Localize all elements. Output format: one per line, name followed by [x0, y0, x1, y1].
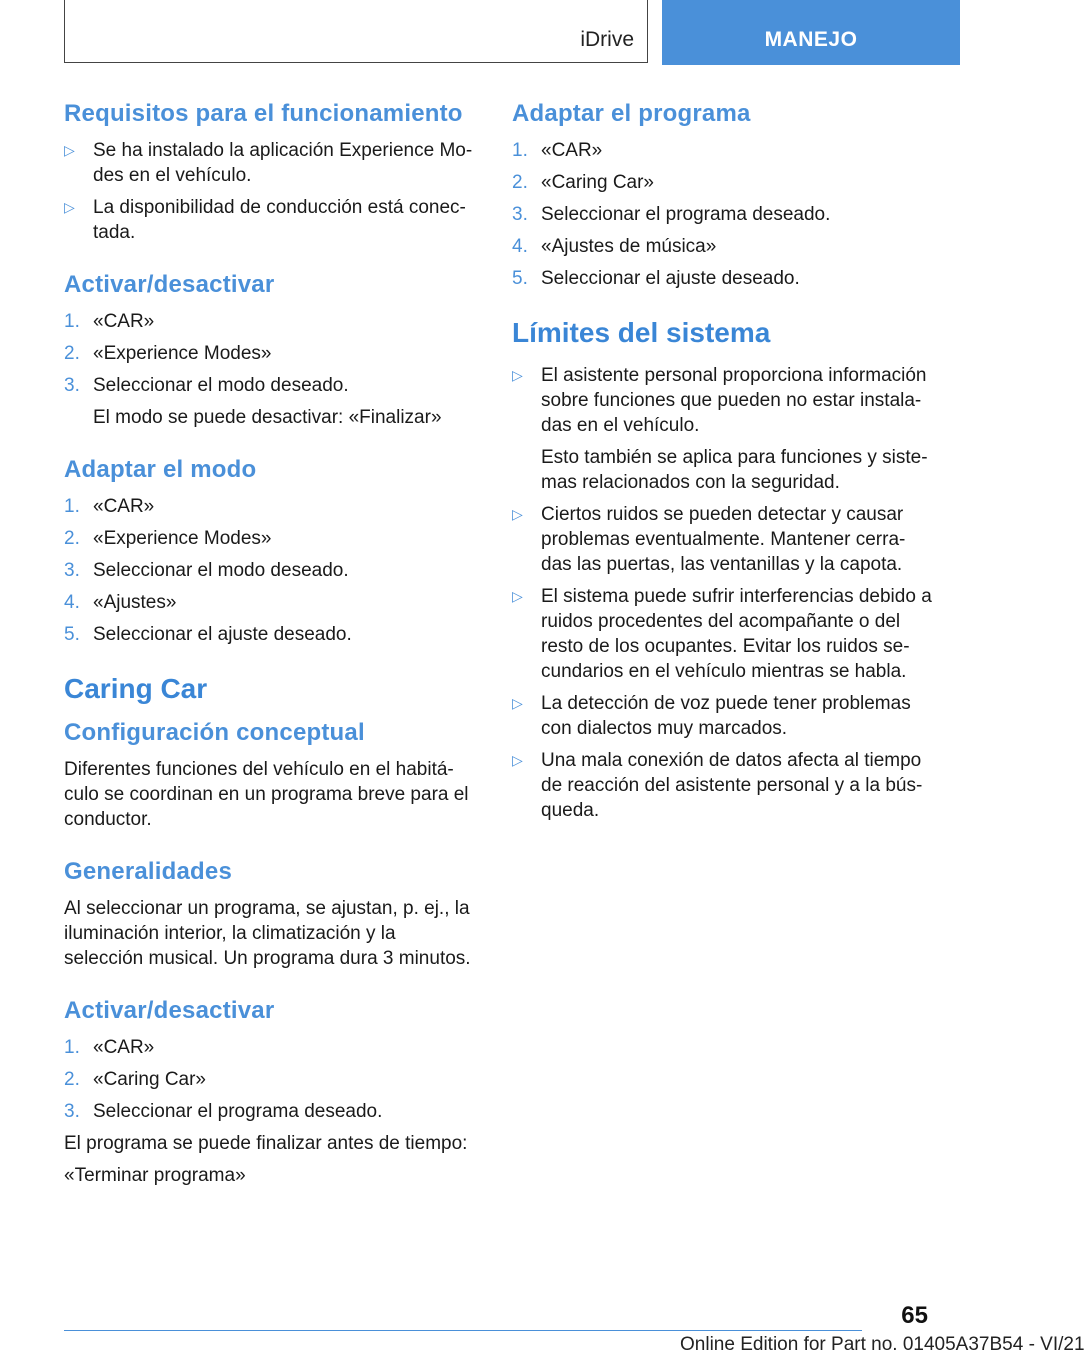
- heading-activar-2: Activar/desactivar: [64, 997, 275, 1024]
- list-item: ▷ Se ha instalado la aplicación Experience Mo-des en el vehículo.: [64, 140, 473, 186]
- heading-requisitos: Requisitos para el funcionamiento: [64, 100, 463, 127]
- step-item: 2. «Experience Modes»: [64, 528, 272, 549]
- heading-limites: Límites del sistema: [512, 317, 771, 348]
- limites-list: [512, 363, 932, 823]
- triangle-bullet-icon: ▷: [64, 142, 75, 158]
- step-item: 1. «CAR»: [64, 1037, 155, 1058]
- step-item: 2. «Caring Car»: [64, 1069, 206, 1090]
- list-item: ▷ El sistema puede sufrir interferencias debido a ruidos procedentes del acompañante o del resto de los ocupantes. Evitar los ruidos se-cundarios en el vehículo mientras se habla.: [512, 586, 932, 682]
- step-item: 1. «CAR»: [64, 311, 155, 332]
- activar-2-steps: [64, 1035, 480, 1124]
- heading-generalidades: Generalidades: [64, 858, 233, 885]
- header-frame: [64, 0, 648, 63]
- step-item: 1. «CAR»: [512, 140, 603, 161]
- step-item: 5. Seleccionar el ajuste deseado.: [512, 268, 800, 289]
- triangle-bullet-icon: ▷: [512, 752, 523, 768]
- step-item: 4. «Ajustes de música»: [512, 236, 717, 257]
- step-item: 3. Seleccionar el programa deseado.: [512, 204, 831, 225]
- requisitos-list: [64, 138, 480, 245]
- heading-activar-1: Activar/desactivar: [64, 271, 275, 298]
- list-item: ▷ La detección de voz puede tener problemas con dialectos muy marcados.: [512, 693, 911, 739]
- header-chapter-tab: MANEJO: [662, 0, 960, 65]
- heading-configuracion: Configuración conceptual: [64, 719, 365, 746]
- configuracion-text: Diferentes funciones del vehículo en el habitá-culo se coordinan en un programa breve para el conductor.: [64, 759, 469, 830]
- step-item: 1. «CAR»: [64, 496, 155, 517]
- footer-edition: Online Edition for Part no. 01405A37B54 - VI/21: [680, 1334, 1085, 1355]
- list-item: ▷ Ciertos ruidos se pueden detectar y causar problemas eventualmente. Mantener cerra-das las puertas, las ventanillas y la capota.: [512, 504, 906, 575]
- activar-1-steps: [64, 309, 480, 398]
- step-item: 3. Seleccionar el modo deseado.: [64, 560, 349, 581]
- adaptar-modo-steps: [64, 494, 480, 647]
- triangle-bullet-icon: ▷: [512, 367, 523, 383]
- triangle-bullet-icon: ▷: [64, 199, 75, 215]
- list-item: ▷ El asistente personal proporciona información sobre funciones que pueden no estar instala-das en el vehículo. Esto también se aplica para funciones y siste-mas relacionados con la seguridad.: [512, 363, 932, 495]
- heading-adaptar-modo: Adaptar el modo: [64, 456, 257, 483]
- triangle-bullet-icon: ▷: [512, 506, 523, 522]
- heading-adaptar-programa: Adaptar el programa: [512, 100, 751, 127]
- header-section-title: iDrive: [580, 28, 634, 51]
- heading-caring-car: Caring Car: [64, 673, 208, 704]
- generalidades-text: Al seleccionar un programa, se ajustan, p. ej., la iluminación interior, la climatización y la selección musical. Un programa dura 3 minutos.: [64, 898, 471, 969]
- limites-sub-note: Esto también se aplica para funciones y siste-mas relacionados con la seguridad.: [541, 447, 928, 493]
- list-item: ▷ La disponibilidad de conducción está conec-tada.: [64, 197, 466, 243]
- triangle-bullet-icon: ▷: [512, 588, 523, 604]
- adaptar-programa-steps: [512, 138, 932, 291]
- step-item: 3. Seleccionar el modo deseado.: [64, 375, 349, 396]
- step-item: 2. «Caring Car»: [512, 172, 654, 193]
- activar-1-note: El modo se puede desactivar: «Finalizar»: [93, 407, 442, 428]
- step-item: 5. Seleccionar el ajuste deseado.: [64, 624, 352, 645]
- list-item: ▷ Una mala conexión de datos afecta al tiempo de reacción del asistente personal y a la bús-queda.: [512, 750, 923, 821]
- step-item: 3. Seleccionar el programa deseado.: [64, 1101, 383, 1122]
- right-column: [512, 100, 932, 830]
- page-number: 65: [901, 1302, 928, 1329]
- activar-2-text-2: «Terminar programa»: [64, 1165, 246, 1186]
- left-column: [64, 100, 480, 1195]
- triangle-bullet-icon: ▷: [512, 695, 523, 711]
- footer-divider: [64, 1330, 862, 1331]
- activar-2-text-1: El programa se puede finalizar antes de tiempo:: [64, 1133, 468, 1154]
- step-item: 4. «Ajustes»: [64, 592, 177, 613]
- step-item: 2. «Experience Modes»: [64, 343, 272, 364]
